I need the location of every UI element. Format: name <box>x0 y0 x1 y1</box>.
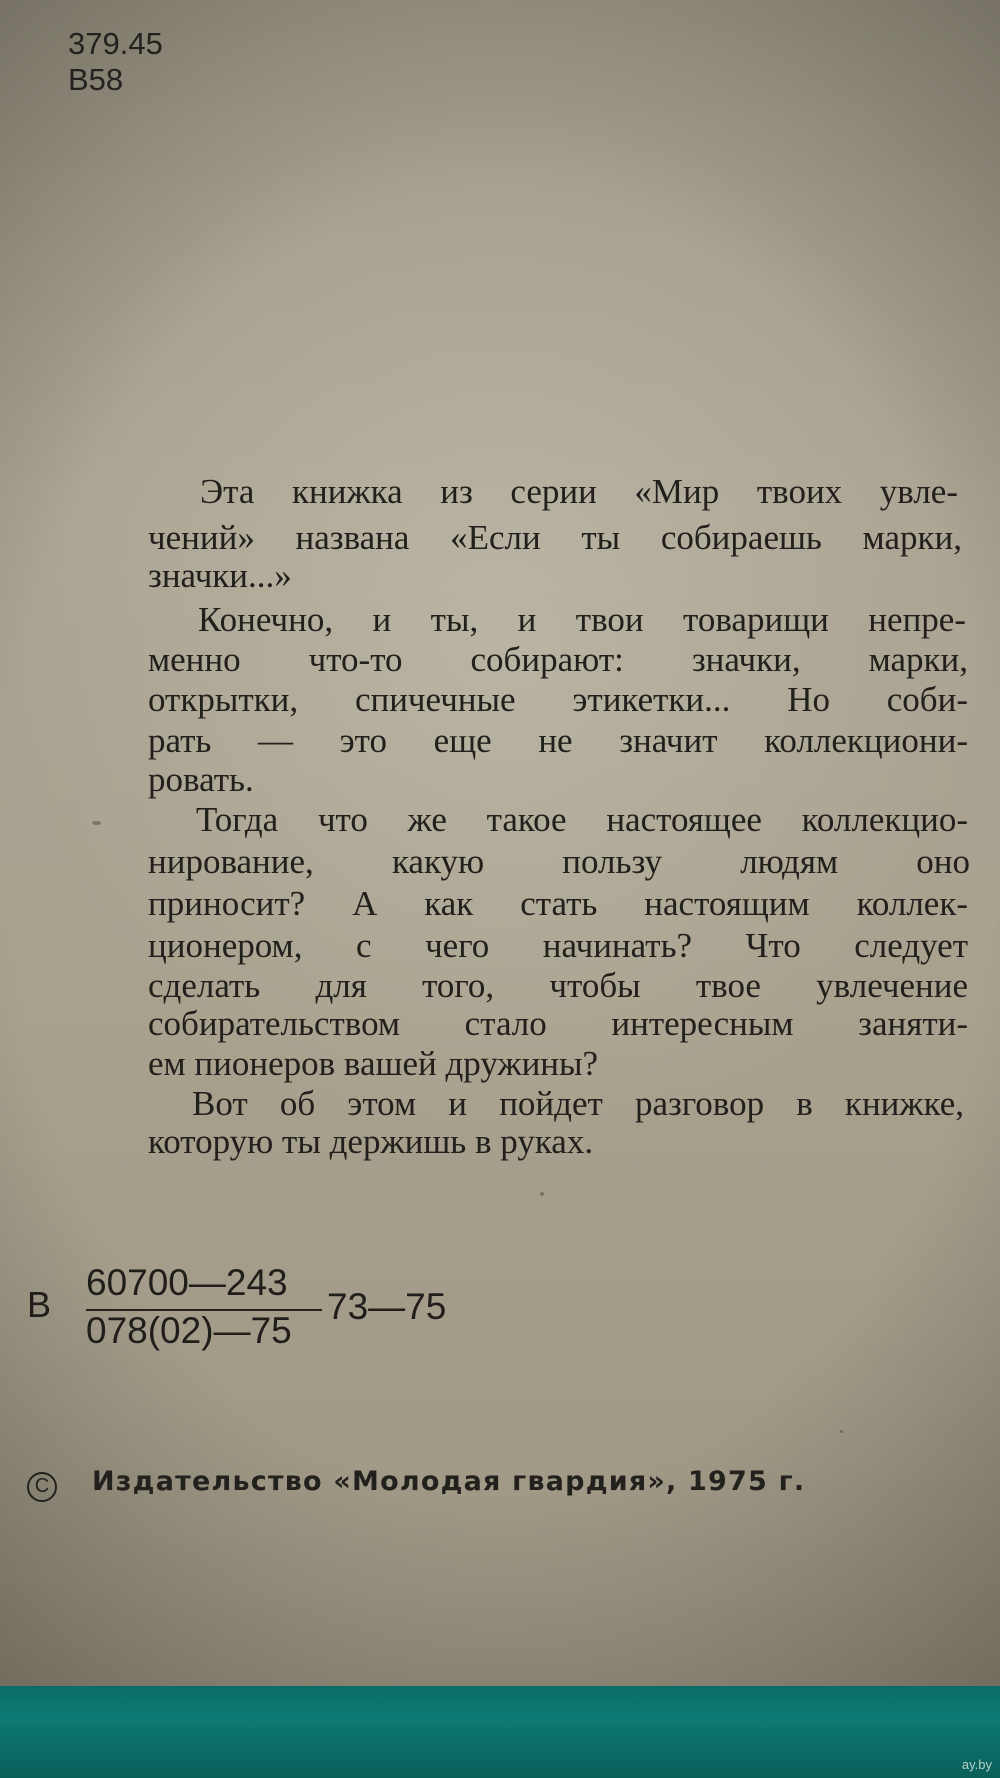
paper-speck <box>540 1192 544 1196</box>
copyright-line: Издательство «Молодая гвардия», 1975 г. <box>92 1466 806 1497</box>
paper-speck <box>840 1430 843 1433</box>
index-denominator: 078(02)—75 <box>86 1310 292 1351</box>
udc-code: 379.45 <box>68 26 163 61</box>
index-suffix: 73—75 <box>327 1286 447 1327</box>
catalog-index <box>68 26 163 98</box>
paper-speck <box>92 821 101 825</box>
cover-edge <box>0 1686 1000 1778</box>
author-mark: В58 <box>68 62 124 97</box>
book-page: 379.45 В58 Эта книжка из серии «Мир твоих увле- чений» названа «Если ты собираешь марки, значки...» Конечно, и ты, и твои товарищи непре- менно что-то собирают: значки, марки, открытки, спичечные этикетки... Но соби- рать — это еще не значит коллекциони- ровать. Тогда что же такое настоящее коллекцио- нирование, какую пользу людям оно приносит? А как стать настоящим коллек- ционером, с чего начинать? Что следует сделать для того, чтобы твое увлечение собирательством стало интересным заняти- ем пионеров вашей дружины? Вот об этом и пойдет разговор в книжке, которую ты держишь в руках. В 60700—243 078(02)—75 73—75 C Издательство «Молодая гвардия», 1975 г. <box>0 0 1000 1686</box>
copyright-icon: C <box>27 1472 57 1502</box>
index-numerator: 60700—243 <box>86 1262 288 1303</box>
watermark: ay.by <box>961 1757 992 1772</box>
index-letter: В <box>27 1284 52 1325</box>
